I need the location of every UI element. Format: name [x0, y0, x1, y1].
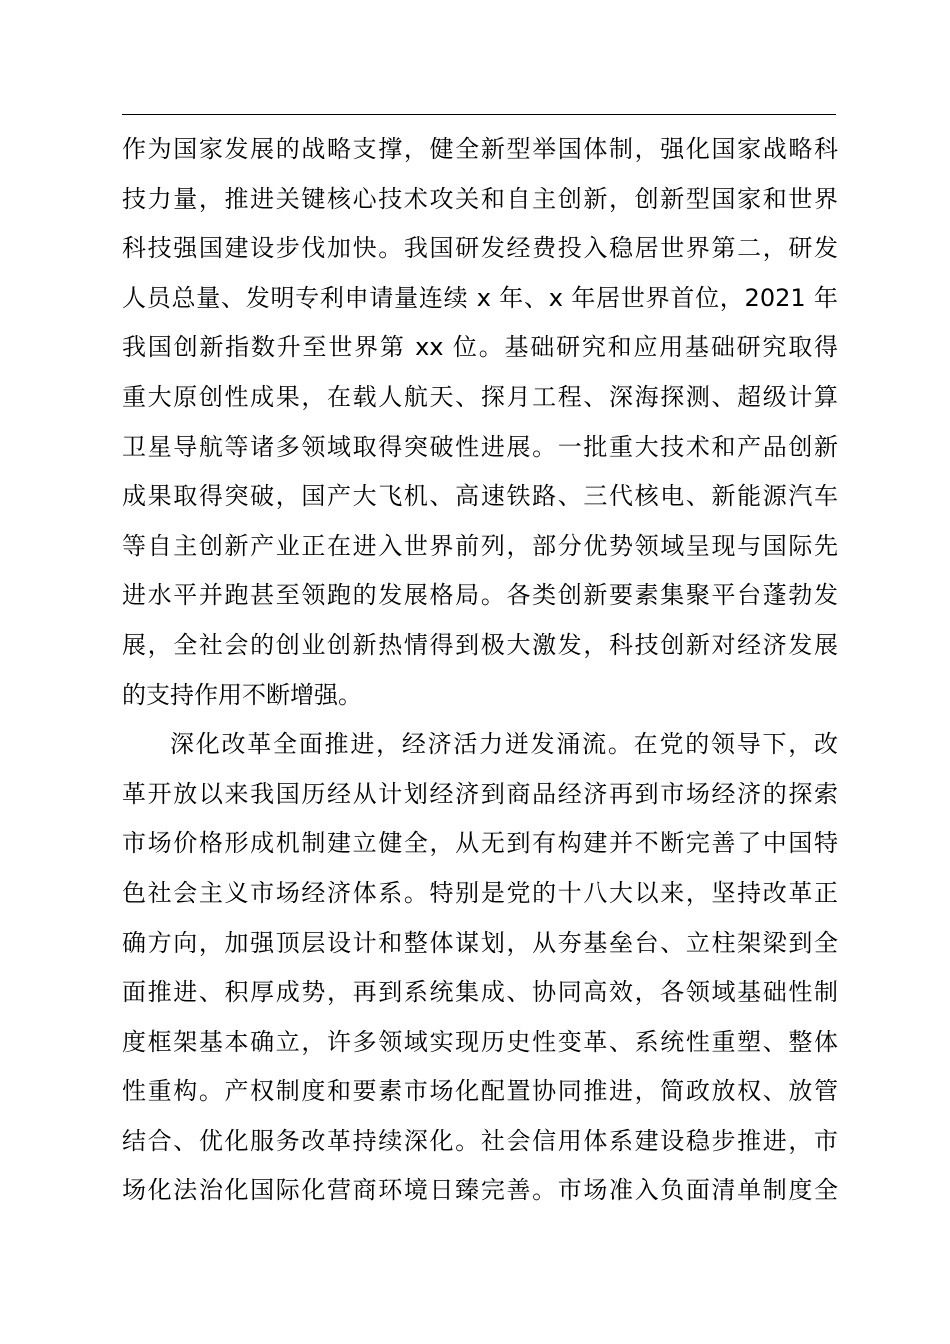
- text-line: 等自主创新产业正在进入世界前列，部分优势领域呈现与国际先: [122, 531, 838, 560]
- text-line: 确方向，加强顶层设计和整体谋划，从夯基垒台、立柱架梁到全: [122, 928, 838, 957]
- text-line: 性重构。产权制度和要素市场化配置协同推进，简政放权、放管: [122, 1077, 838, 1106]
- text-line: 的支持作用不断增强。: [122, 680, 362, 709]
- text-line: 我国创新指数升至世界第 xx 位。基础研究和应用基础研究取得: [122, 333, 838, 362]
- text-line: 度框架基本确立，许多领域实现历史性变革、系统性重塑、整体: [122, 1027, 838, 1056]
- text-line: 色社会主义市场经济体系。特别是党的十八大以来，坚持改革正: [122, 878, 838, 907]
- text-line: 深化改革全面推进，经济活力迸发涌流。在党的领导下，改: [170, 730, 838, 759]
- text-line: 技力量，推进关键核心技术攻关和自主创新，创新型国家和世界: [122, 184, 838, 213]
- text-line: 科技强国建设步伐加快。我国研发经费投入稳居世界第二，研发: [122, 234, 838, 263]
- text-line: 人员总量、发明专利申请量连续 x 年、x 年居世界首位，2021 年: [122, 283, 838, 312]
- header-rule: [122, 114, 836, 115]
- body-text: [122, 125, 838, 1216]
- text-line: 面推进、积厚成势，再到系统集成、协同高效，各领域基础性制: [122, 978, 838, 1007]
- text-line: 展，全社会的创业创新热情得到极大激发，科技创新对经济发展: [122, 630, 838, 659]
- text-line: 革开放以来我国历经从计划经济到商品经济再到市场经济的探索: [122, 779, 838, 808]
- text-line: 市场价格形成机制建立健全，从无到有构建并不断完善了中国特: [122, 829, 838, 858]
- text-line: 卫星导航等诸多领域取得突破性进展。一批重大技术和产品创新: [122, 432, 838, 461]
- text-line: 场化法治化国际化营商环境日臻完善。市场准入负面清单制度全: [122, 1176, 838, 1205]
- text-line: 作为国家发展的战略支撑，健全新型举国体制，强化国家战略科: [122, 135, 838, 163]
- text-line: 结合、优化服务改革持续深化。社会信用体系建设稳步推进，市: [122, 1126, 838, 1155]
- text-line: 成果取得突破，国产大飞机、高速铁路、三代核电、新能源汽车: [122, 482, 838, 511]
- text-line: 进水平并跑甚至领跑的发展格局。各类创新要素集聚平台蓬勃发: [122, 581, 838, 610]
- text-line: 重大原创性成果，在载人航天、探月工程、深海探测、超级计算: [122, 382, 838, 411]
